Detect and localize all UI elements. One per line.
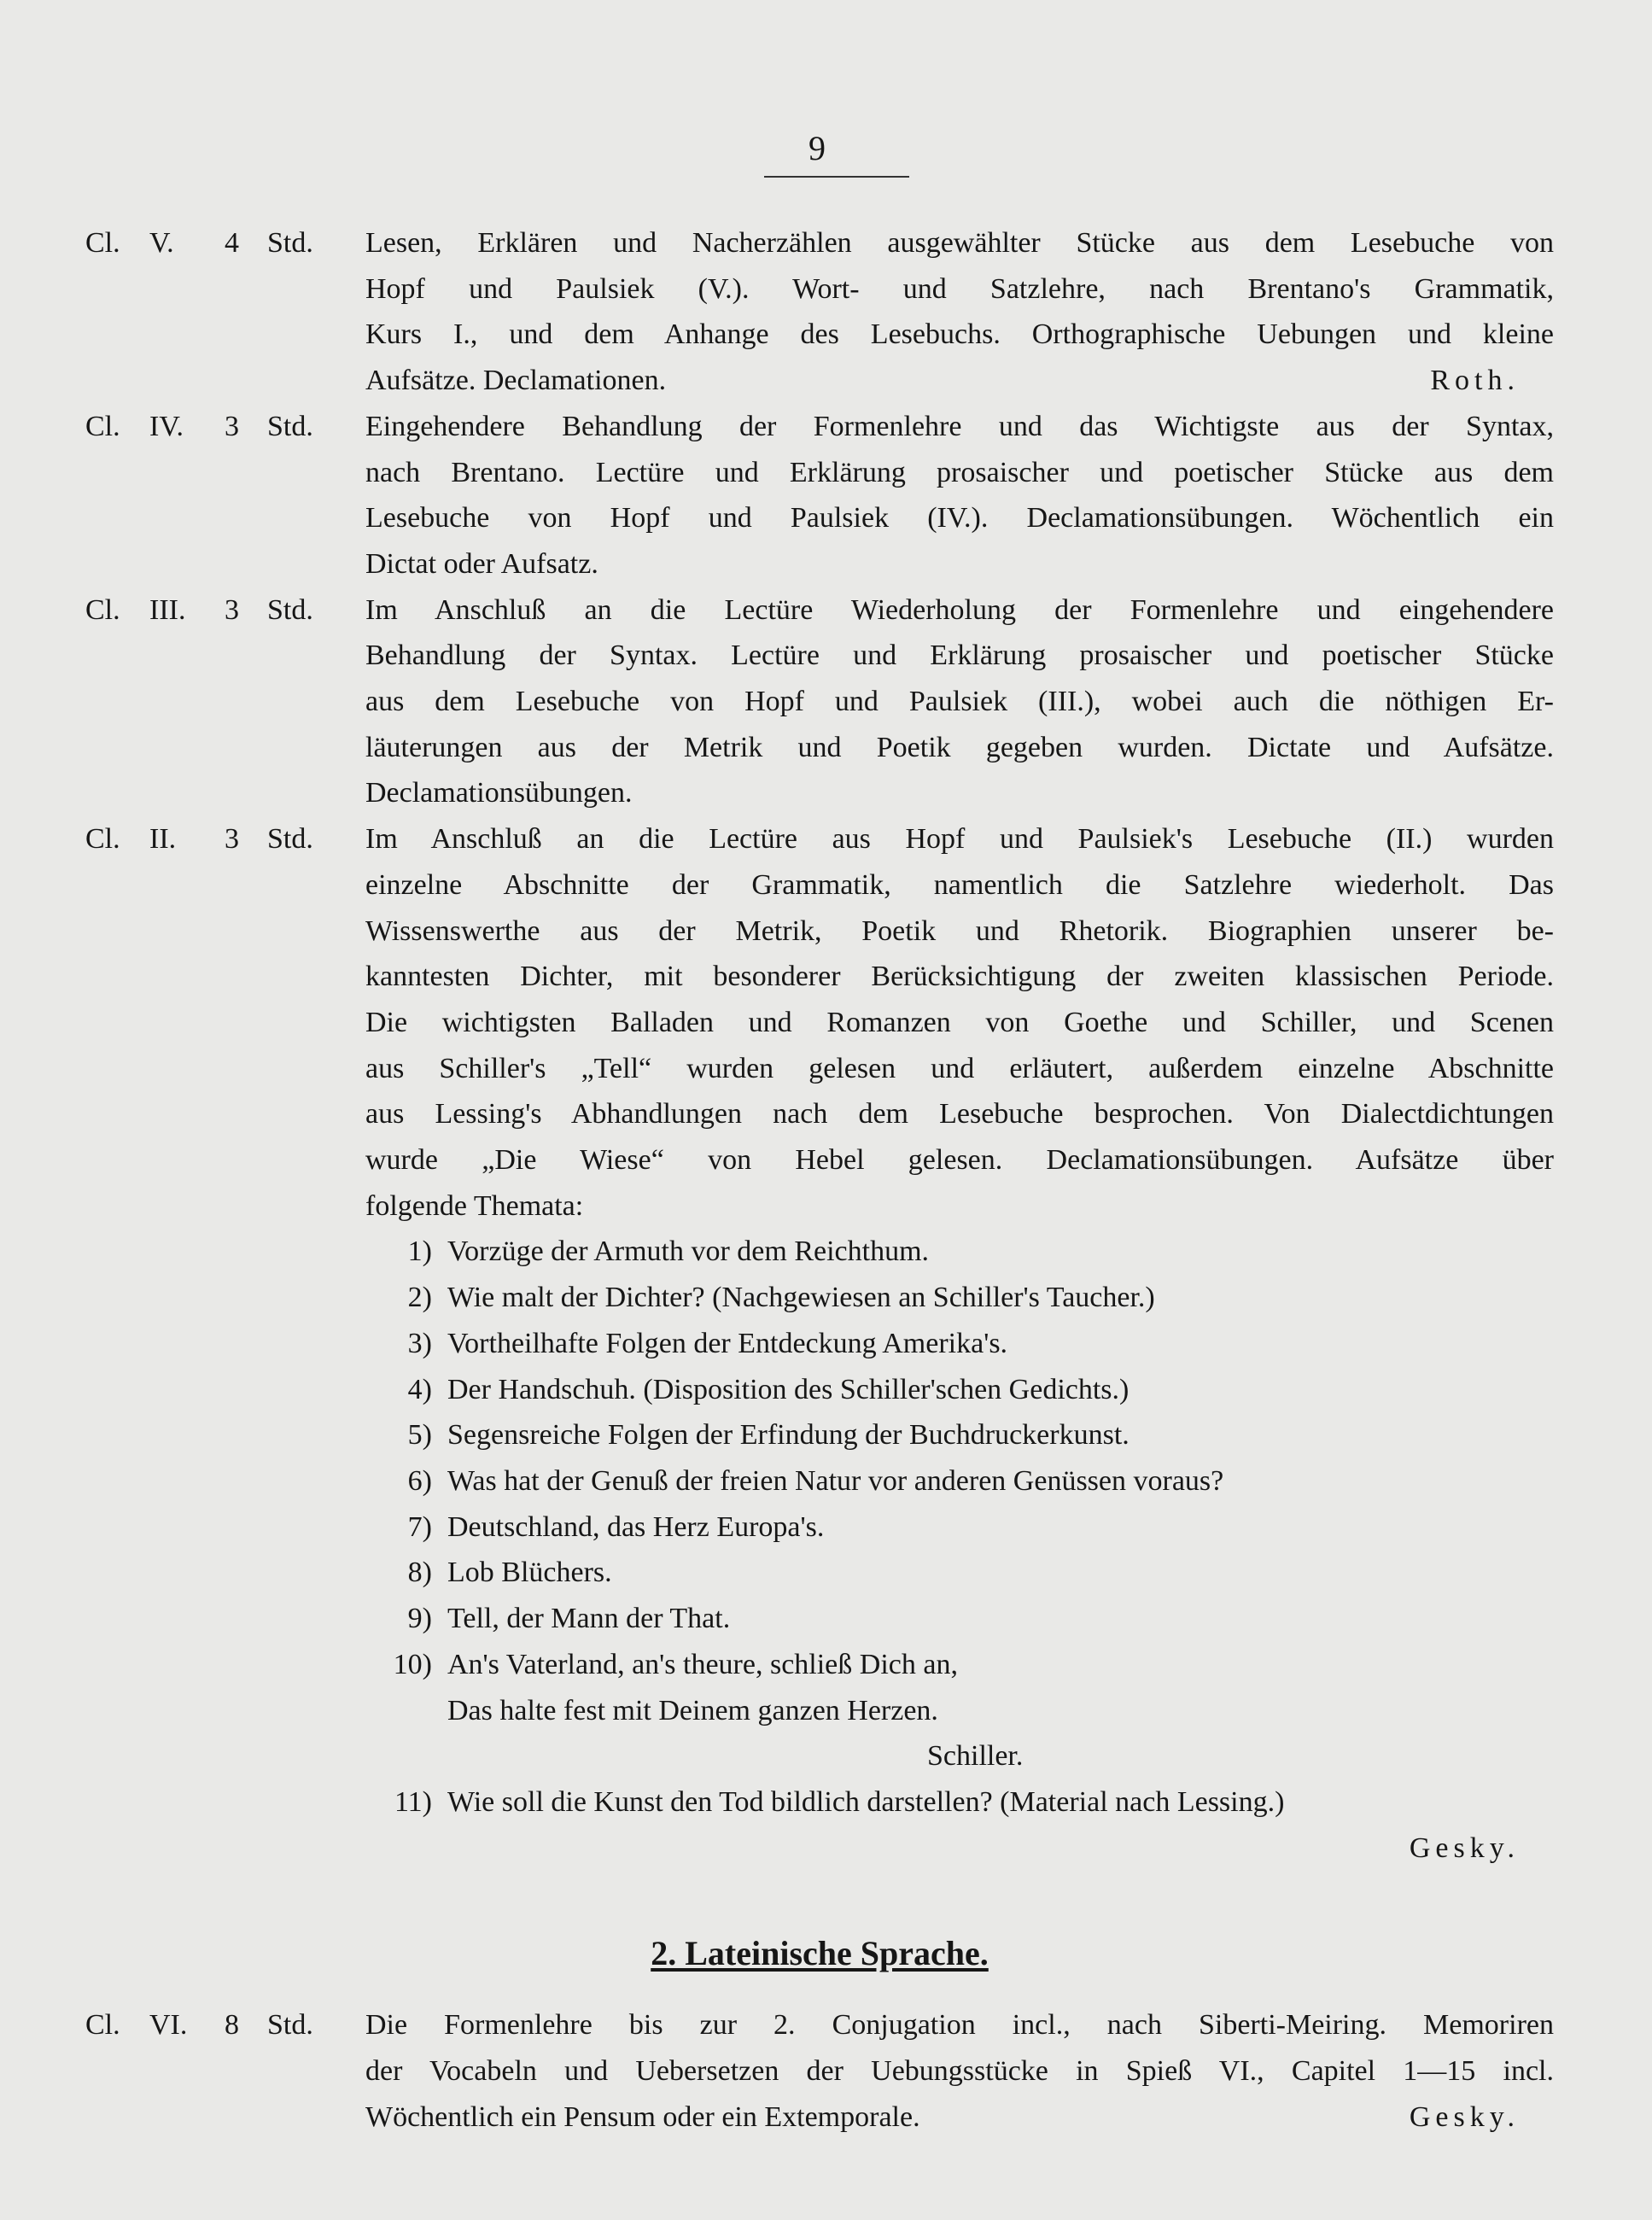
text-line-last xyxy=(365,2094,1554,2141)
class-abbrev: Cl. xyxy=(85,823,120,856)
text-line: Eingehendere Behandlung der Formenlehre und das Wichtigste aus der Syntax, xyxy=(365,410,1554,442)
theme-number: 1) xyxy=(407,1236,432,1268)
class-abbrev: Cl. xyxy=(85,227,120,259)
teacher-signature: Roth. xyxy=(1430,365,1520,397)
theme-number: 7) xyxy=(407,1510,432,1543)
text-line: aus Schiller's „Tell“ wurden gelesen und erläutert, außerdem einzelne Abschnitte xyxy=(365,1052,1554,1084)
class-number: V. xyxy=(149,227,174,259)
theme-item xyxy=(365,1458,1554,1504)
text-line: Im Anschluß an die Lectüre Wiederholung der Formenlehre und eingehendere xyxy=(365,593,1554,626)
theme-text: Was hat der Genuß der freien Natur vor anderen Genüssen voraus? xyxy=(447,1464,1224,1497)
class-entry xyxy=(85,2002,1554,2140)
class-abbrev: Cl. xyxy=(85,410,120,442)
hours-count: 4 xyxy=(225,227,239,259)
entry-text xyxy=(365,587,1554,817)
themes-list xyxy=(85,1229,1554,1871)
theme-number: 3) xyxy=(407,1327,432,1359)
class-number: VI. xyxy=(149,2009,188,2042)
theme-number: 8) xyxy=(407,1557,432,1589)
class-abbrev: Cl. xyxy=(85,2009,120,2042)
hours-count: 3 xyxy=(225,823,239,856)
text-line-last xyxy=(365,770,1554,816)
page-content xyxy=(85,220,1554,2140)
text-line: folgende Themata: xyxy=(365,1189,584,1222)
text-line: Die wichtigsten Balladen und Romanzen von Goethe und Schiller, und Scenen xyxy=(365,1006,1554,1038)
text-line: Kurs I., und dem Anhange des Lesebuchs. Orthographische Uebungen und kleine xyxy=(365,318,1554,351)
text-line: Behandlung der Syntax. Lectüre und Erklärung prosaischer und poetischer Stücke xyxy=(365,640,1554,672)
entry-text xyxy=(365,404,1554,587)
theme-item xyxy=(365,1550,1554,1596)
hours-count: 3 xyxy=(225,410,239,442)
theme-item xyxy=(365,1412,1554,1458)
theme-text: An's Vaterland, an's theure, schließ Dich an, xyxy=(447,1648,958,1680)
theme-number: 2) xyxy=(407,1282,432,1314)
text-line: Die Formenlehre bis zur 2. Conjugation incl., nach Siberti-Meiring. Memoriren xyxy=(365,2009,1554,2042)
class-label xyxy=(85,816,365,1229)
header-rule xyxy=(764,176,909,178)
theme-number: 10) xyxy=(393,1648,432,1680)
text-line-last xyxy=(365,541,1554,587)
class-label xyxy=(85,587,365,817)
hours-unit: Std. xyxy=(267,593,313,626)
text-line: Hopf und Paulsiek (V.). Wort- und Satzlehre, nach Brentano's Grammatik, xyxy=(365,272,1554,305)
theme-item xyxy=(365,1229,1554,1275)
theme-item xyxy=(365,1275,1554,1321)
text-line: Wöchentlich ein Pensum oder ein Extemporale. xyxy=(365,2100,920,2133)
text-line: der Vocabeln und Uebersetzen der Uebungsstücke in Spieß VI., Capitel 1—15 incl. xyxy=(365,2055,1554,2088)
theme-text: Der Handschuh. (Disposition des Schiller'schen Gedichts.) xyxy=(447,1373,1130,1405)
class-entry xyxy=(85,220,1554,404)
text-line: kanntesten Dichter, mit besonderer Berücksichtigung der zweiten klassischen Periode. xyxy=(365,961,1554,993)
poem-continuation: Das halte fest mit Deinem ganzen Herzen. xyxy=(447,1694,938,1726)
hours-count: 3 xyxy=(225,593,239,626)
text-line: wurde „Die Wiese“ von Hebel gelesen. Declamationsübungen. Aufsätze über xyxy=(365,1144,1554,1177)
theme-item xyxy=(365,1504,1554,1551)
section-heading-text: 2. Lateinische Sprache. xyxy=(651,1934,989,1973)
hours-unit: Std. xyxy=(267,2009,313,2042)
theme-number: 4) xyxy=(407,1373,432,1405)
class-entry xyxy=(85,816,1554,1229)
theme-number: 5) xyxy=(407,1419,432,1452)
text-line-last xyxy=(365,358,1554,404)
theme-text: Segensreiche Folgen der Erfindung der Buchdruckerkunst. xyxy=(447,1419,1130,1452)
teacher-signature: Gesky. xyxy=(1409,2100,1520,2133)
theme-item xyxy=(365,1596,1554,1642)
text-line: aus Lessing's Abhandlungen nach dem Lesebuche besprochen. Von Dialectdichtungen xyxy=(365,1098,1554,1130)
theme-number: 11) xyxy=(394,1785,432,1818)
text-line: Im Anschluß an die Lectüre aus Hopf und Paulsiek's Lesebuche (II.) wurden xyxy=(365,823,1554,856)
teacher-signature: Gesky. xyxy=(1409,1832,1520,1864)
text-line: Declamationsübungen. xyxy=(365,777,633,809)
theme-text: Vortheilhafte Folgen der Entdeckung Amerika's. xyxy=(447,1327,1008,1359)
entry-text xyxy=(365,220,1554,404)
class-label xyxy=(85,220,365,404)
theme-number: 6) xyxy=(407,1464,432,1497)
theme-text: Vorzüge der Armuth vor dem Reichthum. xyxy=(447,1236,930,1268)
text-line: einzelne Abschnitte der Grammatik, namentlich die Satzlehre wiederholt. Das xyxy=(365,868,1554,901)
text-line: Lesen, Erklären und Nacherzählen ausgewählter Stücke aus dem Lesebuche von xyxy=(365,227,1554,259)
entry-text xyxy=(365,2002,1554,2140)
section-heading xyxy=(85,1931,1554,1977)
text-line: aus dem Lesebuche von Hopf und Paulsiek (III.), wobei auch die nöthigen Er- xyxy=(365,686,1554,718)
theme-item xyxy=(365,1779,1554,1826)
class-label xyxy=(85,2002,365,2140)
class-number: II. xyxy=(149,823,177,856)
hours-unit: Std. xyxy=(267,227,313,259)
theme-text: Wie soll die Kunst den Tod bildlich darstellen? (Material nach Lessing.) xyxy=(447,1785,1285,1818)
text-line: Aufsätze. Declamationen. xyxy=(365,365,667,397)
poem-author: Schiller. xyxy=(927,1740,1024,1773)
entry-text xyxy=(365,816,1554,1229)
theme-number: 9) xyxy=(407,1603,432,1635)
class-number: IV. xyxy=(149,410,184,442)
theme-text: Tell, der Mann der That. xyxy=(447,1603,731,1635)
class-abbrev: Cl. xyxy=(85,593,120,626)
text-line: läuterungen aus der Metrik und Poetik gegeben wurden. Dictate und Aufsätze. xyxy=(365,731,1554,763)
theme-item xyxy=(365,1321,1554,1367)
theme-item xyxy=(365,1642,1554,1688)
text-line-last xyxy=(365,1183,1554,1230)
theme-text: Wie malt der Dichter? (Nachgewiesen an Schiller's Taucher.) xyxy=(447,1282,1155,1314)
class-entry xyxy=(85,404,1554,587)
hours-count: 8 xyxy=(225,2009,239,2042)
text-line: Lesebuche von Hopf und Paulsiek (IV.). Declamationsübungen. Wöchentlich ein xyxy=(365,502,1554,535)
page-number: 9 xyxy=(808,129,826,167)
class-number: III. xyxy=(149,593,186,626)
themes-signature-line xyxy=(365,1826,1554,1872)
theme-text: Deutschland, das Herz Europa's. xyxy=(447,1510,825,1543)
class-label xyxy=(85,404,365,587)
class-entry xyxy=(85,587,1554,817)
text-line: Wissenswerthe aus der Metrik, Poetik und Rhetorik. Biographien unserer be- xyxy=(365,914,1554,947)
theme-text: Lob Blüchers. xyxy=(447,1557,612,1589)
text-line: nach Brentano. Lectüre und Erklärung prosaischer und poetischer Stücke aus dem xyxy=(365,456,1554,488)
hours-unit: Std. xyxy=(267,823,313,856)
hours-unit: Std. xyxy=(267,410,313,442)
theme-item xyxy=(365,1367,1554,1413)
text-line: Dictat oder Aufsatz. xyxy=(365,547,598,580)
